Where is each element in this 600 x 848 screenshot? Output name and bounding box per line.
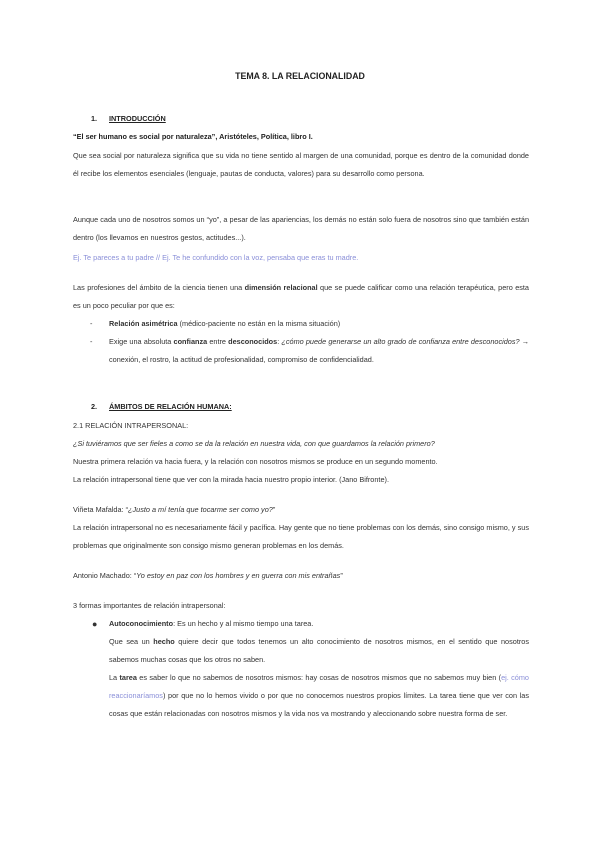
text-run: La [109, 673, 120, 682]
paragraph-line: Nuestra primera relación va hacia fuera, y la relación con nosotros mismos se produce en un segundo momento. [73, 457, 438, 466]
text-run: : [277, 337, 282, 346]
emphasis: Autoconocimiento [109, 619, 174, 628]
text-run: Exige una absoluta [109, 337, 174, 346]
section-2-heading [91, 398, 547, 416]
page-title: TEMA 8. LA RELACIONALIDAD [235, 71, 365, 81]
paragraph-line: La relación intrapersonal tiene que ver con la mirada hacia nuestro propio interior. (Jano Bifronte). [73, 475, 389, 484]
text-run: Viñeta Mafalda: “ [73, 505, 129, 514]
text-run: → conexión, el rostro, la actitud de profesionalidad, compromiso de confidencialidad. [109, 337, 530, 364]
text-run: : Es un hecho y al mismo tiempo una tarea. [173, 619, 314, 628]
section-1-heading [91, 110, 547, 128]
paragraph-yo: Aunque cada uno de nosotros somos un “yo”, a pesar de las apariencias, los demás no están solo fuera de nosotros sino que también están dentro (los llevamos en nuestros gestos, actitudes...). [73, 215, 529, 242]
italic-question: ¿cómo puede generarse un alto grado de confianza entre desconocidos? [281, 337, 520, 346]
text-run: quiere decir que todos tenemos un alto conocimiento de nosotros mismos, en el sentido que nosotros sabemos muchas cosas que los otros no saben. [109, 637, 529, 664]
mafalda-quote [73, 501, 529, 519]
example-note: ej. cómo reaccionaríamos [109, 673, 529, 700]
paragraph-tarea [109, 669, 529, 723]
dash-marker: - [90, 319, 93, 328]
example-note: Ej. Te pareces a tu padre // Ej. Te he confundido con la voz, pensaba que eras tu madre. [73, 253, 359, 262]
list-item [90, 333, 529, 369]
bullet-marker: ● [92, 619, 98, 629]
emphasis: hecho [153, 637, 175, 646]
text-run: ” [272, 505, 276, 514]
section-title: ÁMBITOS DE RELACIÓN HUMANA: [109, 402, 232, 411]
list-item [90, 315, 529, 333]
emphasis: confianza [173, 337, 208, 346]
section-title: INTRODUCCIÓN [109, 114, 166, 123]
italic-quote: Yo estoy en paz con los hombres y en guerra con mis entrañas [136, 571, 341, 580]
italic-quote: ¿Justo a mí tenía que tocarme ser como yo? [128, 505, 273, 514]
emphasis: dimensión relacional [244, 283, 318, 292]
text-run: (médico-paciente no están en la misma situación) [177, 319, 341, 328]
emphasis: tarea [119, 673, 137, 682]
text-run: que se puede calificar como una relación terapéutica, pero esta es un poco peculiar por que es: [73, 283, 529, 310]
text-run: Las profesiones del ámbito de la ciencia tienen una [73, 283, 245, 292]
text-run: entre [207, 337, 229, 346]
subsection-heading: 2.1 RELACIÓN INTRAPERSONAL: [73, 421, 189, 430]
paragraph-social-nature: Que sea social por naturaleza significa que su vida no tiene sentido al margen de una comunidad, porque es dentro de la comunidad donde él recibe los elementos esenciales (lenguaje, pautas de conducta, valores) para su desarrollo como persona. [73, 151, 529, 178]
machado-quote [73, 567, 529, 585]
emphasis: desconocidos [228, 337, 278, 346]
text-run: ” [340, 571, 343, 580]
emphasis: Relación asimétrica [109, 319, 178, 328]
section-number: 1. [91, 114, 98, 123]
section-number: 2. [91, 402, 98, 411]
forms-intro: 3 formas importantes de relación intrapersonal: [73, 601, 226, 610]
text-run: ) por que no lo hemos vivido o por que no conocemos nuestros propios límites. La tarea tiene que ver con las cosas que están relacionadas con nosotros mismos y la vida nos va mostrando y aleccionando sobre nuestra forma de ser. [109, 691, 529, 718]
list-item [90, 615, 529, 633]
text-run: es saber lo que no sabemos de nosotros mismos: hay cosas de nosotros mismos que no sabemos muy bien ( [136, 673, 502, 682]
text-run: Que sea un [109, 637, 154, 646]
question-text: ¿Si tuviéramos que ser fieles a como se da la relación en nuestra vida, con que guardamos la relación primero? [73, 439, 435, 448]
paragraph-intrapersonal: La relación intrapersonal no es necesariamente fácil y pacífica. Hay gente que no tiene problemas con los demás, sino consigo mismo, y sus problemas que originalmente son consigo mismo generan problemas en los demás. [73, 523, 529, 550]
aristotle-quote: “El ser humano es social por naturaleza”, Aristóteles, Política, libro I. [73, 132, 313, 141]
text-run: Antonio Machado: “ [73, 571, 137, 580]
dash-marker: - [90, 337, 93, 346]
paragraph-professions [73, 279, 529, 315]
paragraph-hecho [109, 633, 529, 669]
